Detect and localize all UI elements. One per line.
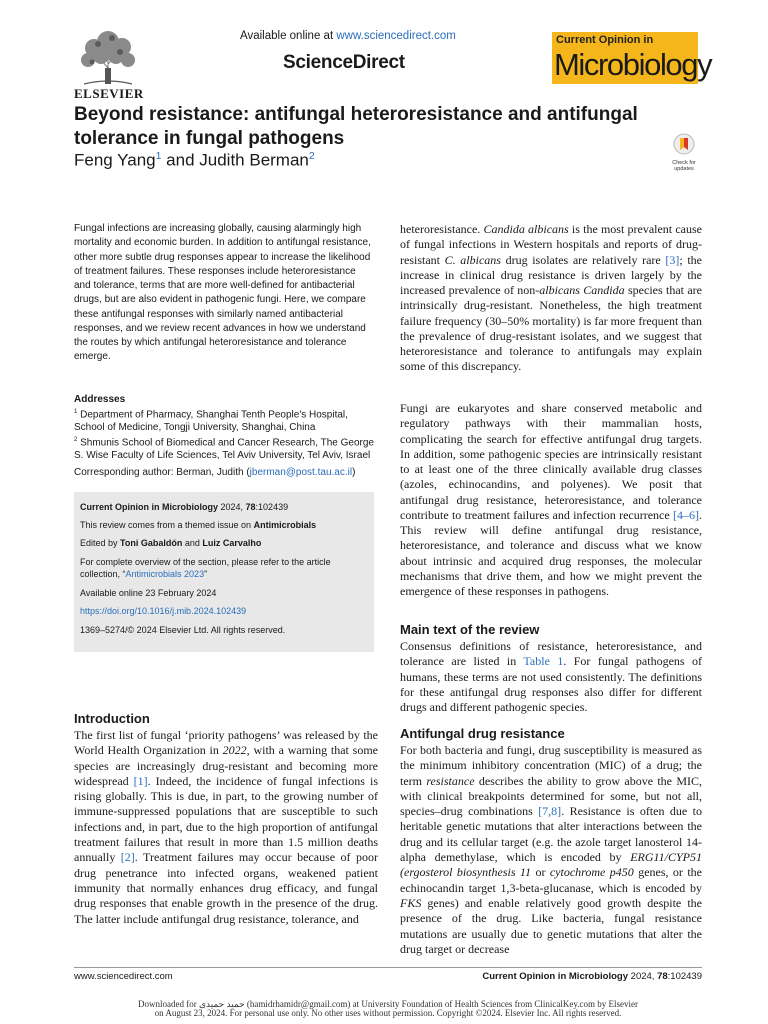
reference-link[interactable]: [3] <box>665 252 680 267</box>
author-line: Feng Yang$^1$ and Judith Berman$^2$ <box>74 150 315 170</box>
check-updates-label: Check for updates <box>672 160 696 172</box>
collection-link[interactable]: Antimicrobials 2023 <box>125 569 205 579</box>
reference-link[interactable]: [4–6] <box>673 507 699 522</box>
editors-line: Edited by Toni Gabaldón and Luiz Carvalho <box>80 538 262 548</box>
available-online-date: Available online 23 February 2024 <box>80 588 217 598</box>
doi-link[interactable]: https://doi.org/10.1016/j.mib.2024.102439 <box>80 606 247 616</box>
footer-divider <box>74 967 702 968</box>
check-updates-icon <box>673 133 695 155</box>
affiliation-ref[interactable]: 1 <box>155 150 162 162</box>
sciencedirect-link[interactable]: www.sciencedirect.com <box>336 30 456 42</box>
table-link[interactable]: Table 1 <box>523 654 564 669</box>
journal-banner-big: Microbiology <box>554 47 712 82</box>
introduction-heading: Introduction <box>74 711 150 726</box>
address-2: $^2$ Shmunis School of Biomedical and Cancer Research, The George S. Wise Faculty of Life Sciences, Tel Aviv University, Tel Aviv, Israel <box>74 437 374 462</box>
reference-link[interactable]: [2] <box>120 850 135 865</box>
overview-note: For complete overview of the section, please refer to the article collection, “Antimicrobials 2023” <box>80 557 331 579</box>
addresses-heading: Addresses <box>74 394 126 405</box>
abstract: Fungal infections are increasing globally, causing alarmingly high mortality and economic burden. In addition to antifungal resistance, other more subtle drug responses appear to increase the likelihood of treatment failures. These responses include heteroresistance and tolerance, terms that are more well-defined for antibacterial drugs, but are also evident in pathogenic fungi. Here, we compare these antifungal responses with similarly named antibacterial responses, and we review recent advances in how we understand the routes by which antifungal heteroresistance and tolerance emerge. <box>74 223 371 363</box>
copyright-line: 1369–5274/© 2024 Elsevier Ltd. All rights reserved. <box>80 625 286 635</box>
footer-site-link[interactable]: www.sciencedirect.com <box>74 971 173 982</box>
article-title: Beyond resistance: antifungal heteroresistance and antifungal tolerance in fungal pathogens <box>74 104 638 149</box>
footer-citation: Current Opinion in Microbiology 2024, 78:102439 <box>482 971 702 982</box>
theme-name: Antimicrobials <box>253 520 317 530</box>
author-name[interactable]: Feng Yang <box>74 150 156 170</box>
available-online-line: Available online at www.sciencedirect.com <box>240 30 456 42</box>
body-paragraph: Fungi are eukaryotes and share conserved metabolic and regulatory pathways with their mammalian hosts, complicating the search for effective antifungal drug targets. In addition, some pathogenic species are intrinsically resistant to at least one of the three clinically available drug classes (azoles, echinocandins, and polyenes). We posit that antifungal drug resistance, heteroresistance, and tolerance contribute to treatment failures and infection recurrence [4–6]. This review will define antifungal drug resistance, heteroresistance, and tolerance and discuss what we know about intrinsic and acquired drug responses, the molecular mechanisms that drive them, and how we might prevent the emergence of these responses in pathogens. <box>400 401 702 598</box>
address-1: $^1$ Department of Pharmacy, Shanghai Tenth People's Hospital, School of Medicine, Tongji University, Shanghai, China <box>74 409 348 433</box>
article-info-box <box>74 492 374 652</box>
author-name[interactable]: Judith Berman <box>199 150 309 170</box>
section-heading: Main text of the review <box>400 622 540 637</box>
body-paragraph: For both bacteria and fungi, drug susceptibility is measured as the minimum inhibitory concentration (MIC) of a drug; the term resistance describes the ability to grow above the MIC, with clinical breakpoints determined for some, but not all, species–drug combinations [7,8]. Resistance is often due to heritable genetic mutations that alter interactions between the drug and its cellular target (e.g. the azole target lanosterol 14-alpha demethylase, which is encoded by ERG11/CYP51 (ergosterol biosynthesis 11 or cytochrome p450 genes, or the echinocandin target 1,3-beta-glucanase, which is encoded by FKS genes) and enable relatively good growth despite the presence of the drug. Like bacteria, fungal resistance mutations are usually due to genetic mutations that alter the drug target or decrease <box>400 743 703 956</box>
corresponding-author: Corresponding author: Berman, Judith (jberman@post.tau.ac.il) <box>74 467 356 478</box>
sciencedirect-wordmark: ScienceDirect <box>283 52 405 73</box>
body-paragraph: heteroresistance. Candida albicans is the most prevalent cause of fungal infections in Western hospitals and reports of drug-resistant C. albicans drug isolates are relatively rare [3]; the increase in clinical drug resistance is driven largely by the increased prevalence of non-albicans Candida species that are intrinsically drug-resistant. Nonetheless, the high treatment failure frequency (30–50% mortality) is far more frequent than the prevalence of drug-resistant isolates, and we suggest that heteroresistance and tolerance to antifungals may explain some of this discrepancy. <box>400 222 703 374</box>
reference-link[interactable]: [1] <box>133 773 148 788</box>
reference-link[interactable]: [7,8] <box>538 804 562 819</box>
publisher-wordmark: ELSEVIER <box>74 86 144 101</box>
journal-banner-small: Current Opinion in <box>556 34 654 46</box>
check-for-updates-button[interactable] <box>668 133 700 171</box>
download-notice: Downloaded for حمید حمیدی (hamidrhamidr@gmail.com) at University Foundation of Health Sciences from ClinicalKey.com by Elsevier on August 23, 2024. For personal use only. No other uses without permission. Copyright ©2024. Elsevier Inc. All rights reserved. <box>137 999 639 1018</box>
addresses-list <box>74 406 374 463</box>
section-heading: Antifungal drug resistance <box>400 726 565 741</box>
citation-line: Current Opinion in Microbiology 2024, 78:102439 <box>80 502 289 512</box>
author-email-link[interactable]: jberman@post.tau.ac.il <box>249 467 353 478</box>
introduction-paragraph: The first list of fungal ‘priority pathogens’ was released by the World Health Organization in 2022, with a warning that some species are increasingly drug-resistant and becoming more widespread [1]. Indeed, the incidence of fungal infections is rising globally. This is due, in part, to the growing number of immune-suppressed populations that are susceptible to such infections and, in part, due to the high proportion of antifungal treatment failures that result in more than 1.5 million deaths annually [2]. Treatment failures may occur because of poor drug penetrance into infected organs, weakened patient immunity that normally enhances drug efficacy, and fungal drug responses that enable growth in the presence of the drug. The latter include antifungal drug resistance, tolerance, and <box>74 728 378 926</box>
theme-line: This review comes from a themed issue on Antimicrobials <box>80 520 317 530</box>
body-paragraph: Consensus definitions of resistance, heteroresistance, and tolerance are listed in Table 1. For fungal pathogens of humans, these terms are not used consistently. The definitions for these antifungal drug responses also differ for different drugs and different pathogenic species. <box>400 639 702 714</box>
affiliation-ref[interactable]: 2 <box>308 150 315 162</box>
